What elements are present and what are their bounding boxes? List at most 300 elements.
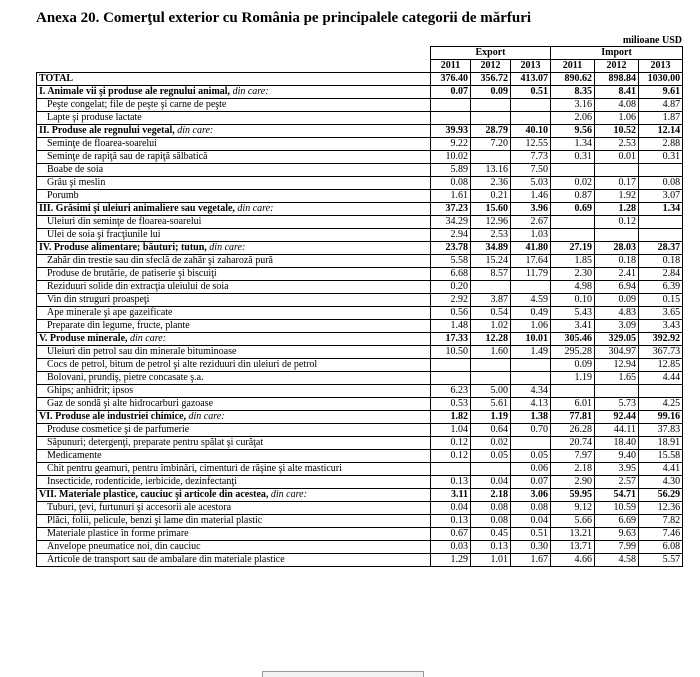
value-cell: 2.92: [431, 294, 471, 307]
value-cell: 1.34: [551, 138, 595, 151]
row-label: [37, 216, 431, 229]
value-cell: 6.23: [431, 385, 471, 398]
table-row: [37, 268, 683, 281]
table-row: [37, 554, 683, 567]
table-row: [37, 99, 683, 112]
row-label-text: II. Produse ale regnului vegetal,: [39, 125, 175, 136]
value-cell: 5.73: [595, 398, 639, 411]
value-cell: 2.90: [551, 476, 595, 489]
value-cell: 3.95: [595, 463, 639, 476]
table-row: [37, 424, 683, 437]
value-cell: [431, 372, 471, 385]
value-cell: 12.85: [639, 359, 683, 372]
row-label-text: Zahăr din trestie sau din sfeclă de zahăr şi zaharoză pură: [47, 255, 273, 266]
row-label-text: III. Grăsimi şi uleiuri animaliere sau vegetale,: [39, 203, 235, 214]
value-cell: 0.67: [431, 528, 471, 541]
value-cell: [471, 359, 511, 372]
row-label: [37, 502, 431, 515]
value-cell: 4.30: [639, 476, 683, 489]
table-row: [37, 476, 683, 489]
row-label-text: Bolovani, prundiş, pietre concasate ş.a.: [47, 372, 204, 383]
row-label-text: Cocs de petrol, bitum de petrol şi alte reziduuri din uleiuri de petrol: [47, 359, 318, 370]
value-cell: [511, 359, 551, 372]
row-label-text: VI. Produse ale industriei chimice,: [39, 411, 187, 422]
value-cell: 9.63: [595, 528, 639, 541]
value-cell: 0.04: [511, 515, 551, 528]
table-row: [37, 216, 683, 229]
year-header: 2012: [595, 60, 639, 73]
table-row: [37, 437, 683, 450]
table-row: [37, 229, 683, 242]
value-cell: 28.79: [471, 125, 511, 138]
value-cell: 5.89: [431, 164, 471, 177]
value-cell: 2.94: [431, 229, 471, 242]
row-label: [37, 268, 431, 281]
value-cell: 56.29: [639, 489, 683, 502]
row-label: [37, 99, 431, 112]
row-label: [37, 554, 431, 567]
value-cell: [595, 164, 639, 177]
value-cell: 0.31: [639, 151, 683, 164]
row-label-suffix: din care:: [186, 411, 225, 422]
value-cell: [595, 229, 639, 242]
value-cell: 2.18: [471, 489, 511, 502]
value-cell: 1.29: [431, 554, 471, 567]
row-label: [37, 203, 431, 216]
value-cell: 1.02: [471, 320, 511, 333]
value-cell: 392.92: [639, 333, 683, 346]
table-row: [37, 281, 683, 294]
table-row: [37, 359, 683, 372]
value-cell: 12.94: [595, 359, 639, 372]
value-cell: 1030.00: [639, 73, 683, 86]
row-label-text: I. Animale vii şi produse ale regnului animal,: [39, 86, 231, 97]
row-label: [37, 528, 431, 541]
value-cell: 0.02: [471, 437, 511, 450]
value-cell: 5.61: [471, 398, 511, 411]
row-label-text: Porumb: [47, 190, 79, 201]
value-cell: 3.41: [551, 320, 595, 333]
value-cell: 3.65: [639, 307, 683, 320]
year-header-row: [37, 60, 683, 73]
value-cell: 1.92: [595, 190, 639, 203]
value-cell: 2.30: [551, 268, 595, 281]
row-label-text: Articole de transport sau de ambalare din materiale plastice: [47, 554, 285, 565]
table-row: [37, 151, 683, 164]
table-row: [37, 320, 683, 333]
row-label-text: Boabe de soia: [47, 164, 104, 175]
row-label: [37, 463, 431, 476]
table-row: [37, 372, 683, 385]
row-label-text: IV. Produse alimentare; băuturi; tutun,: [39, 242, 207, 253]
value-cell: 8.41: [595, 86, 639, 99]
row-label-text: Materiale plastice în forme primare: [47, 528, 189, 539]
table-row: [37, 515, 683, 528]
value-cell: 4.59: [511, 294, 551, 307]
row-label: [37, 437, 431, 450]
row-label-text: V. Produse minerale,: [39, 333, 128, 344]
row-label-suffix: din care:: [234, 203, 274, 214]
value-cell: 376.40: [431, 73, 471, 86]
value-cell: 20.74: [551, 437, 595, 450]
value-cell: 0.08: [431, 177, 471, 190]
value-cell: 11.79: [511, 268, 551, 281]
row-label: [37, 450, 431, 463]
value-cell: 0.20: [431, 281, 471, 294]
value-cell: 3.06: [511, 489, 551, 502]
value-cell: 0.87: [551, 190, 595, 203]
row-label: [37, 255, 431, 268]
value-cell: 0.56: [431, 307, 471, 320]
row-label-text: Vin din struguri proaspeţi: [47, 294, 150, 305]
value-cell: [595, 385, 639, 398]
value-cell: 10.52: [595, 125, 639, 138]
row-label: [37, 333, 431, 346]
row-label: [37, 398, 431, 411]
value-cell: [551, 216, 595, 229]
trade-table-container: [36, 46, 682, 567]
row-label-text: Produse de brutărie, de patiserie şi biscuiţi: [47, 268, 217, 279]
value-cell: 0.45: [471, 528, 511, 541]
value-cell: 0.53: [431, 398, 471, 411]
row-label-text: Uleiuri din seminţe de floarea-soarelui: [47, 216, 202, 227]
value-cell: 0.07: [431, 86, 471, 99]
value-cell: 4.08: [595, 99, 639, 112]
row-label-text: Medicamente: [47, 450, 102, 461]
value-cell: 0.70: [511, 424, 551, 437]
table-row: [37, 463, 683, 476]
value-cell: 0.09: [595, 294, 639, 307]
row-label-suffix: din care:: [230, 86, 269, 97]
row-label: [37, 177, 431, 190]
row-label: [37, 515, 431, 528]
row-label-text: Grâu şi meslin: [47, 177, 106, 188]
value-cell: [511, 281, 551, 294]
value-cell: 0.08: [471, 515, 511, 528]
value-cell: 1.67: [511, 554, 551, 567]
value-cell: 0.69: [551, 203, 595, 216]
row-label-text: Ghips; anhidrit; ipsos: [47, 385, 134, 396]
value-cell: 1.61: [431, 190, 471, 203]
value-cell: 17.33: [431, 333, 471, 346]
row-label-text: Anvelope pneumatice noi, din cauciuc: [47, 541, 201, 552]
value-cell: 12.28: [471, 333, 511, 346]
value-cell: 18.40: [595, 437, 639, 450]
table-row: [37, 164, 683, 177]
row-label: [37, 151, 431, 164]
value-cell: [551, 385, 595, 398]
value-cell: 2.18: [551, 463, 595, 476]
value-cell: 0.13: [471, 541, 511, 554]
value-cell: 15.24: [471, 255, 511, 268]
row-label-text: Săpunuri; detergenţi, preparate pentru spălat şi curăţat: [47, 437, 264, 448]
table-row: [37, 528, 683, 541]
value-cell: 3.07: [639, 190, 683, 203]
value-cell: 0.12: [431, 437, 471, 450]
table-row: [37, 112, 683, 125]
value-cell: 5.66: [551, 515, 595, 528]
value-cell: [471, 112, 511, 125]
value-cell: 0.06: [511, 463, 551, 476]
value-cell: [471, 463, 511, 476]
row-label-text: Tuburi, ţevi, furtunuri şi accesorii ale acestora: [47, 502, 232, 513]
value-cell: 13.21: [551, 528, 595, 541]
value-cell: 1.85: [551, 255, 595, 268]
row-label: [37, 385, 431, 398]
value-cell: 1.34: [639, 203, 683, 216]
value-cell: 2.53: [471, 229, 511, 242]
row-label: [37, 489, 431, 502]
value-cell: 4.66: [551, 554, 595, 567]
value-cell: 0.51: [511, 528, 551, 541]
row-label: [37, 190, 431, 203]
row-label: [37, 359, 431, 372]
value-cell: 9.61: [639, 86, 683, 99]
page-title: Anexa 20. Comerţul exterior cu România pe principalele categorii de mărfuri: [36, 10, 532, 26]
value-cell: 28.37: [639, 242, 683, 255]
value-cell: 7.82: [639, 515, 683, 528]
value-cell: 2.67: [511, 216, 551, 229]
row-label: [37, 242, 431, 255]
row-label-text: Seminţe de floarea-soarelui: [47, 138, 157, 149]
value-cell: 9.22: [431, 138, 471, 151]
value-cell: [639, 164, 683, 177]
value-cell: [511, 372, 551, 385]
row-label: [37, 73, 431, 86]
value-cell: 13.16: [471, 164, 511, 177]
horizontal-scrollbar[interactable]: [262, 671, 424, 677]
value-cell: 5.57: [639, 554, 683, 567]
table-row: [37, 541, 683, 554]
value-cell: 1.19: [471, 411, 511, 424]
row-label: [37, 125, 431, 138]
row-label-text: Insecticide, rodenticide, ierbicide, dezinfectanţi: [47, 476, 237, 487]
value-cell: 6.94: [595, 281, 639, 294]
value-cell: [431, 99, 471, 112]
value-cell: 2.06: [551, 112, 595, 125]
value-cell: 329.05: [595, 333, 639, 346]
value-cell: 0.18: [639, 255, 683, 268]
value-cell: 2.41: [595, 268, 639, 281]
value-cell: 0.10: [551, 294, 595, 307]
value-cell: 413.07: [511, 73, 551, 86]
table-row: [37, 294, 683, 307]
value-cell: 41.80: [511, 242, 551, 255]
value-cell: 40.10: [511, 125, 551, 138]
value-cell: 0.02: [551, 177, 595, 190]
value-cell: 44.11: [595, 424, 639, 437]
value-cell: 1.03: [511, 229, 551, 242]
value-cell: 39.93: [431, 125, 471, 138]
value-cell: 4.98: [551, 281, 595, 294]
value-cell: 6.68: [431, 268, 471, 281]
value-cell: 12.55: [511, 138, 551, 151]
value-cell: 1.48: [431, 320, 471, 333]
value-cell: 3.09: [595, 320, 639, 333]
row-label-text: Preparate din legume, fructe, plante: [47, 320, 190, 331]
value-cell: 4.25: [639, 398, 683, 411]
value-cell: 6.08: [639, 541, 683, 554]
row-label-suffix: din care:: [127, 333, 167, 344]
table-row: [37, 177, 683, 190]
value-cell: 0.05: [511, 450, 551, 463]
value-cell: [511, 99, 551, 112]
value-cell: 0.04: [471, 476, 511, 489]
value-cell: 0.04: [431, 502, 471, 515]
value-cell: [511, 437, 551, 450]
total-row: [37, 73, 683, 86]
value-cell: 7.20: [471, 138, 511, 151]
value-cell: 6.69: [595, 515, 639, 528]
value-cell: 1.65: [595, 372, 639, 385]
year-header: 2013: [639, 60, 683, 73]
row-label: [37, 307, 431, 320]
year-header: 2013: [511, 60, 551, 73]
table-row: [37, 138, 683, 151]
category-row: [37, 489, 683, 502]
value-cell: 8.57: [471, 268, 511, 281]
value-cell: 1.01: [471, 554, 511, 567]
row-label-text: Chit pentru geamuri, pentru îmbinări, cimenturi de răşine şi alte masticuri: [47, 463, 342, 474]
value-cell: 12.96: [471, 216, 511, 229]
value-cell: 18.91: [639, 437, 683, 450]
value-cell: [471, 372, 511, 385]
year-header: 2012: [471, 60, 511, 73]
row-label: [37, 294, 431, 307]
value-cell: 0.17: [595, 177, 639, 190]
value-cell: 0.21: [471, 190, 511, 203]
value-cell: [471, 151, 511, 164]
value-cell: 1.04: [431, 424, 471, 437]
row-label-text: Ulei de soia şi fracţiunile lui: [47, 229, 161, 240]
value-cell: 0.64: [471, 424, 511, 437]
value-cell: 3.11: [431, 489, 471, 502]
table-row: [37, 346, 683, 359]
row-label-text: Seminţe de rapiţă sau de rapiţă sălbatică: [47, 151, 208, 162]
value-cell: 890.62: [551, 73, 595, 86]
value-cell: 0.31: [551, 151, 595, 164]
category-row: [37, 125, 683, 138]
value-cell: 0.15: [639, 294, 683, 307]
value-cell: 305.46: [551, 333, 595, 346]
value-cell: 0.09: [551, 359, 595, 372]
row-label-text: Lapte şi produse lactate: [47, 112, 142, 123]
row-label-suffix: din care:: [174, 125, 214, 136]
value-cell: 1.06: [595, 112, 639, 125]
unit-label: milioane USD: [622, 35, 682, 46]
value-cell: 5.00: [471, 385, 511, 398]
value-cell: 304.97: [595, 346, 639, 359]
value-cell: 77.81: [551, 411, 595, 424]
row-label: [37, 86, 431, 99]
value-cell: 9.12: [551, 502, 595, 515]
value-cell: 34.89: [471, 242, 511, 255]
value-cell: 0.51: [511, 86, 551, 99]
value-cell: 0.01: [595, 151, 639, 164]
value-cell: 12.36: [639, 502, 683, 515]
group-header-row: [37, 47, 683, 60]
value-cell: 4.13: [511, 398, 551, 411]
value-cell: 898.84: [595, 73, 639, 86]
value-cell: [639, 229, 683, 242]
value-cell: 0.13: [431, 476, 471, 489]
value-cell: 9.56: [551, 125, 595, 138]
value-cell: 17.64: [511, 255, 551, 268]
value-cell: 1.38: [511, 411, 551, 424]
category-row: [37, 411, 683, 424]
value-cell: 1.60: [471, 346, 511, 359]
value-cell: [639, 216, 683, 229]
value-cell: 0.03: [431, 541, 471, 554]
value-cell: 1.49: [511, 346, 551, 359]
year-header: 2011: [431, 60, 471, 73]
value-cell: 34.29: [431, 216, 471, 229]
value-cell: 10.59: [595, 502, 639, 515]
value-cell: 59.95: [551, 489, 595, 502]
value-cell: 9.40: [595, 450, 639, 463]
value-cell: 10.01: [511, 333, 551, 346]
value-cell: 92.44: [595, 411, 639, 424]
value-cell: [431, 112, 471, 125]
row-label: [37, 164, 431, 177]
value-cell: 3.96: [511, 203, 551, 216]
value-cell: 6.01: [551, 398, 595, 411]
value-cell: 0.05: [471, 450, 511, 463]
trade-table: [36, 46, 683, 567]
year-header: 2011: [551, 60, 595, 73]
value-cell: [551, 164, 595, 177]
value-cell: 26.28: [551, 424, 595, 437]
value-cell: 1.28: [595, 203, 639, 216]
table-row: [37, 190, 683, 203]
value-cell: [431, 359, 471, 372]
row-label-text: Gaz de sondă şi alte hidrocarburi gazoase: [47, 398, 214, 409]
value-cell: 0.49: [511, 307, 551, 320]
category-row: [37, 86, 683, 99]
value-cell: 1.06: [511, 320, 551, 333]
category-row: [37, 333, 683, 346]
value-cell: 3.87: [471, 294, 511, 307]
value-cell: 7.46: [639, 528, 683, 541]
value-cell: 4.34: [511, 385, 551, 398]
value-cell: 15.58: [639, 450, 683, 463]
value-cell: [639, 385, 683, 398]
row-label-suffix: din care:: [206, 242, 246, 253]
value-cell: 27.19: [551, 242, 595, 255]
import-header: Import: [551, 47, 683, 60]
value-cell: 7.99: [595, 541, 639, 554]
row-label-text: Plăci, folii, pelicule, benzi şi lame din material plastic: [47, 515, 263, 526]
value-cell: 23.78: [431, 242, 471, 255]
row-label: [37, 541, 431, 554]
value-cell: 2.84: [639, 268, 683, 281]
row-label: [37, 112, 431, 125]
value-cell: 0.12: [595, 216, 639, 229]
value-cell: 15.60: [471, 203, 511, 216]
value-cell: 5.43: [551, 307, 595, 320]
table-row: [37, 502, 683, 515]
value-cell: 0.09: [471, 86, 511, 99]
row-label-suffix: din care:: [268, 489, 307, 500]
row-label-text: Peşte congelat; file de peşte şi carne de peşte: [47, 99, 227, 110]
row-label-text: Ape minerale şi ape gazeificate: [47, 307, 173, 318]
row-label-text: Reziduuri solide din extracţia uleiului de soia: [47, 281, 229, 292]
value-cell: 99.16: [639, 411, 683, 424]
value-cell: 10.02: [431, 151, 471, 164]
value-cell: 0.12: [431, 450, 471, 463]
row-label: [37, 476, 431, 489]
value-cell: 7.73: [511, 151, 551, 164]
